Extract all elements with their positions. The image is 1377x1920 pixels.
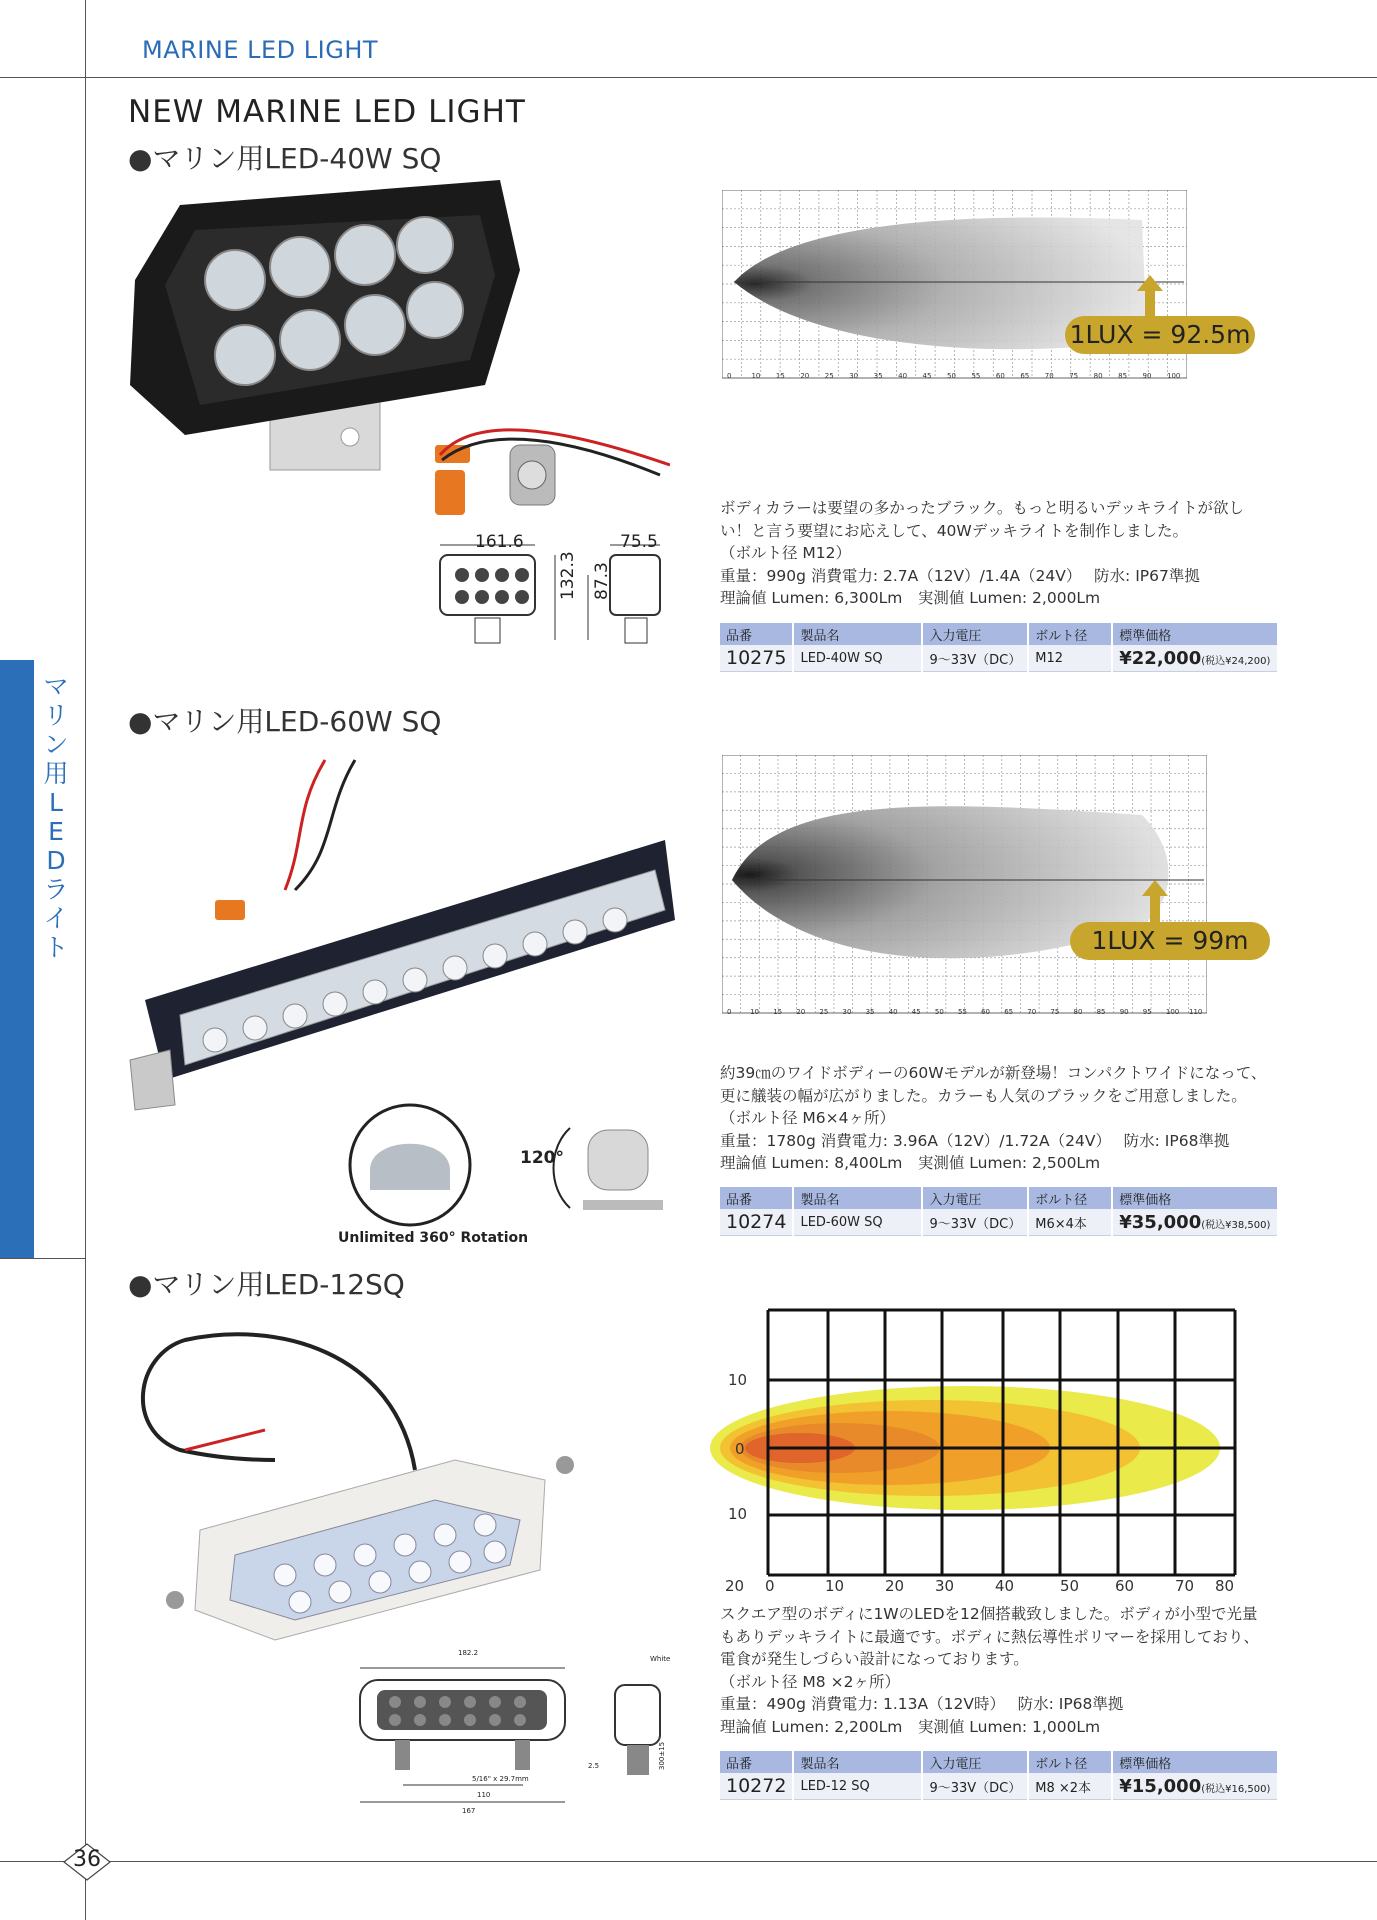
dim-depth-40w: 75.5 (620, 532, 658, 552)
x-tick: 100 (1165, 1008, 1180, 1016)
rotation-label: Unlimited 360° Rotation (338, 1230, 529, 1246)
dim-bolt-12sq: 5/16" x 29.7mm (472, 1775, 529, 1783)
dim-height2-40w: 87.3 (592, 562, 612, 600)
side-tab-text: マ リ ン 用 L E D ラ イ ト (43, 672, 69, 962)
beam-pattern-chart-60w (722, 755, 1207, 1015)
x-tick: 30 (842, 1008, 852, 1016)
x-tick: 10 (825, 1577, 845, 1595)
x-tick: 60 (995, 372, 1005, 380)
description-40w: ボディカラーは要望の多かったブラック。もっと明るいデッキライトが欲し い！と言う要望にお応えして、40Wデッキライトを制作しました。 （ボルト径 M12） 重量：990g 消費電力: 2.7A（12V）/1.4A（24V） 防水: IP67準拠 理論値 Lumen: 6,300Lm 実測値 Lumen: 2,000Lm (720, 499, 1245, 608)
x-tick: 70 (1044, 372, 1054, 380)
x-tick: 15 (775, 372, 785, 380)
x-tick: 45 (922, 372, 932, 380)
x-tick: 85 (1118, 372, 1128, 380)
x-tick: 80 (1093, 372, 1103, 380)
x-tick: 40 (898, 372, 908, 380)
x-tick: 20 (796, 1008, 806, 1016)
x-tick: 35 (865, 1008, 875, 1016)
connector-photo-40w (430, 415, 670, 525)
x-tick: 55 (958, 1008, 967, 1016)
x-tick: 85 (1096, 1008, 1106, 1016)
x-tick: 60 (1115, 1577, 1135, 1595)
x-tick: 60 (981, 1008, 991, 1016)
x-tick: 20 (885, 1577, 905, 1595)
product-photo-12sq (125, 1310, 595, 1650)
dim-w2-12sq: 110 (477, 1791, 491, 1799)
x-tick: 65 (1020, 372, 1030, 380)
x-tick: 90 (1119, 1008, 1129, 1016)
x-tick: 70 (1027, 1008, 1037, 1016)
x-tick: 95 (1142, 1008, 1152, 1016)
tilt-illustration (548, 1118, 673, 1218)
x-tick: 15 (773, 1008, 783, 1016)
product-photo-60w (125, 750, 685, 1120)
side-tab (0, 660, 34, 1258)
x-tick: 45 (911, 1008, 921, 1016)
table-row: 10274 LED-60W SQ 9〜33V（DC） M6×4本 ¥35,000(税込¥38,500) (720, 1209, 1278, 1236)
dim-w1-12sq: 182.2 (458, 1649, 479, 1657)
spec-table-60w: 品番 製品名 入力電圧 ボルト径 標準価格 10274 LED-60W SQ 9〜33V（DC） M6×4本 ¥35,000(税込¥38,500) (720, 1187, 1279, 1236)
product-title-60w: ●マリン用LED-60W SQ (128, 705, 442, 738)
x-tick: 80 (1073, 1008, 1083, 1016)
dimension-drawing-12sq (345, 1640, 675, 1815)
product-title-40w: ●マリン用LED-40W SQ (128, 142, 442, 175)
x-tick: 55 (971, 372, 981, 380)
x-tick: 0 (727, 372, 732, 380)
left-margin-rule (85, 0, 86, 1920)
x-tick: 25 (824, 372, 834, 380)
dim-wire-12sq: White (650, 1655, 671, 1663)
header-title: MARINE LED LIGHT (142, 36, 379, 64)
description-12sq: スクエア型のボディに1WのLEDを12個搭載致しました。ボディが小型で光量 もありデッキライトに最適です。ボディに熱伝導性ポリマーを採用しており、 電食が発生しづらい設計になっております。 （ボルト径 M8 ×2ヶ所） 重量：490g 消費電力: 1.13A（12V時） 防水: IP68準拠 理論値 Lumen: 2,200Lm 実測値 Lumen: 1,000Lm (720, 1605, 1259, 1736)
y-tick: 10 (728, 1505, 748, 1523)
x-tick: 10 (750, 1008, 760, 1016)
x-tick: 50 (947, 372, 956, 380)
spec-table-12sq: 品番 製品名 入力電圧 ボルト径 標準価格 10272 LED-12 SQ 9〜33V（DC） M8 ×2本 ¥15,000(税込¥16,500) (720, 1751, 1279, 1800)
lux-badge-60w: 1LUX = 99m (1070, 922, 1270, 960)
header-rule (0, 77, 1377, 78)
x-tick: 30 (849, 372, 859, 380)
dim-height-12sq: 300±15 (658, 1741, 666, 1770)
x-tick: 10 (751, 372, 761, 380)
x-tick: 75 (1050, 1008, 1060, 1016)
spec-table-40w: 品番 製品名 入力電圧 ボルト径 標準価格 10275 LED-40W SQ 9〜33V（DC） M12 ¥22,000(税込¥24,200) (720, 623, 1279, 672)
x-tick: 40 (888, 1008, 898, 1016)
table-row: 10275 LED-40W SQ 9〜33V（DC） M12 ¥22,000(税込¥24,200) (720, 645, 1278, 672)
x-tick: 0 (765, 1577, 775, 1595)
y-tick: 0 (735, 1440, 745, 1458)
x-tick: 35 (873, 372, 883, 380)
x-tick: 20 (800, 372, 810, 380)
footer-rule (0, 1861, 1377, 1862)
dim-gap-12sq: 2.5 (588, 1762, 600, 1770)
x-tick: 30 (935, 1577, 955, 1595)
x-tick: 25 (819, 1008, 829, 1016)
beam-pattern-chart-12sq (700, 1305, 1240, 1595)
description-60w: 約39㎝のワイドボディーの60Wモデルが新登場！コンパクトワイドになって、 更に艤装の幅が広がりました。カラーも人気のブラックをご用意しました。 （ボルト径 M6×4ヶ所） 重量：1780g 消費電力: 3.96A（12V）/1.72A（24V） 防水: IP68準拠 理論値 Lumen: 8,400Lm 実測値 Lumen: 2,500Lm (720, 1064, 1267, 1173)
page-heading: NEW MARINE LED LIGHT (128, 94, 526, 130)
x-tick: 0 (727, 1008, 732, 1016)
lux-badge-40w: 1LUX = 92.5m (1065, 316, 1255, 354)
x-tick: 50 (934, 1008, 944, 1016)
product-title-12sq: ●マリン用LED-12SQ (128, 1268, 405, 1301)
rotation-illustration (345, 1100, 475, 1230)
dim-w3-12sq: 167 (462, 1807, 476, 1815)
x-axis-ticks-12sq (725, 1577, 1235, 1597)
x-tick: 75 (1069, 372, 1079, 380)
y-tick: 10 (728, 1371, 748, 1389)
x-tick: 90 (1142, 372, 1152, 380)
x-tick: 50 (1060, 1577, 1080, 1595)
page-number: 36 (73, 1847, 101, 1872)
x-tick: 70 (1175, 1577, 1195, 1595)
x-tick: 110 (1189, 1008, 1203, 1016)
x-tick: 80 (1215, 1577, 1235, 1595)
table-row: 10272 LED-12 SQ 9〜33V（DC） M8 ×2本 ¥15,000(税込¥16,500) (720, 1773, 1278, 1800)
dim-width-40w: 161.6 (475, 532, 524, 552)
x-tick: 20 (725, 1577, 745, 1595)
x-axis-ticks (727, 372, 1181, 384)
side-divider (0, 1258, 86, 1259)
x-axis-ticks (727, 1008, 1203, 1020)
x-tick: 65 (1004, 1008, 1014, 1016)
x-tick: 40 (995, 1577, 1015, 1595)
tilt-label: 120° (520, 1148, 564, 1168)
dim-height1-40w: 132.3 (558, 551, 578, 600)
x-tick: 100 (1167, 372, 1181, 380)
